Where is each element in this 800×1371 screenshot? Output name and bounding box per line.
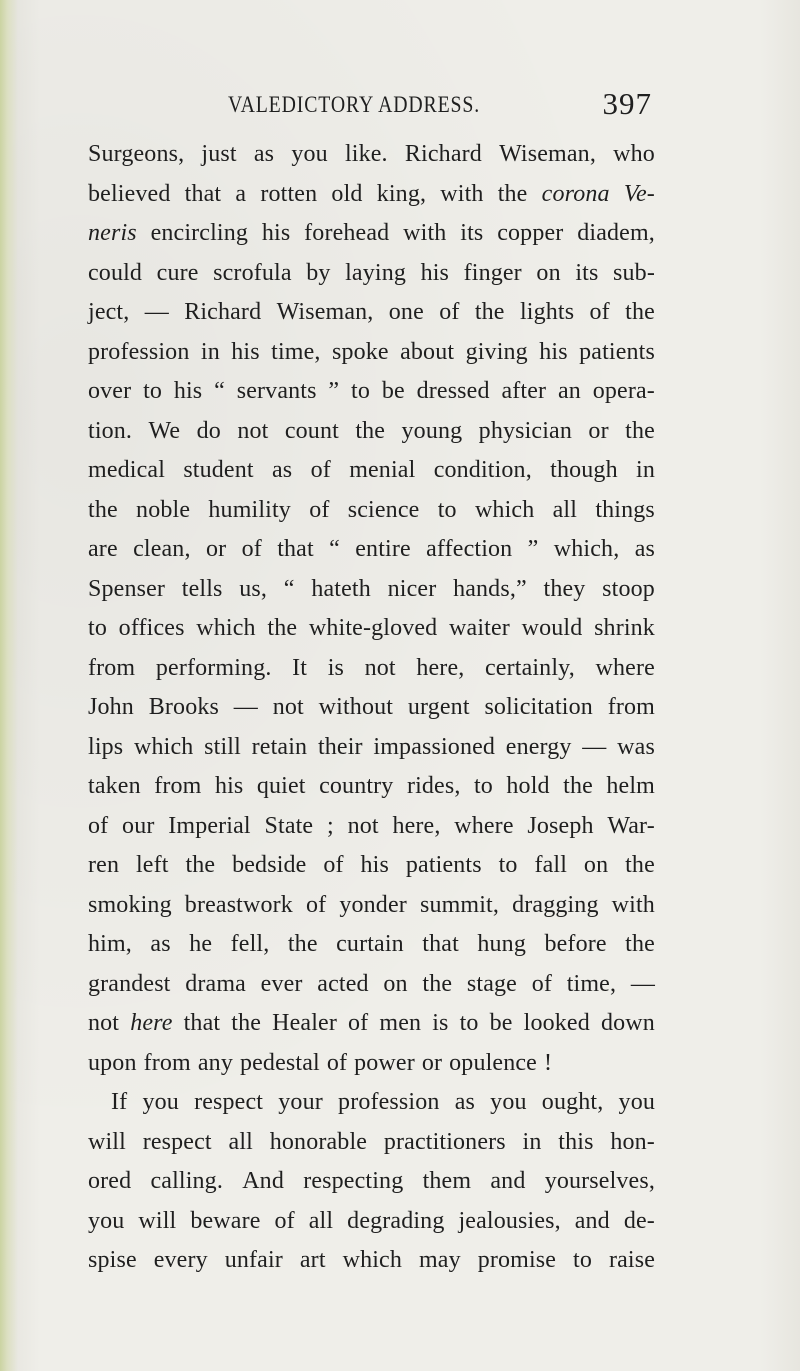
text-line: spise every unfair art which may promise to raise	[88, 1247, 655, 1273]
page-number: 397	[602, 86, 652, 121]
text-line: to offices which the white-gloved waiter would shrink	[88, 615, 655, 641]
text-line: upon from any pedestal of power or opulence !	[88, 1049, 553, 1076]
text-line: over to his “ servants ” to be dressed after an opera-	[88, 378, 655, 404]
text-line: taken from his quiet country rides, to hold the helm	[88, 773, 655, 799]
text-line: grandest drama ever acted on the stage of time, —	[88, 970, 655, 997]
text-line: Spenser tells us, “ hateth nicer hands,” they stoop	[88, 575, 655, 602]
text-line: tion. We do not count the young physician or the	[88, 417, 655, 444]
text-line: If you respect your profession as you ought, you	[111, 1089, 655, 1115]
text-line: ren left the bedside of his patients to fall on the	[88, 852, 655, 878]
text-line: will respect all honorable practitioners in this hon-	[88, 1128, 655, 1155]
text-line: him, as he fell, the curtain that hung before the	[88, 931, 655, 957]
text-line: John Brooks — not without urgent solicitation from	[88, 694, 655, 720]
text-line: could cure scrofula by laying his finger on its sub-	[88, 259, 655, 286]
text-line: believed that a rotten old king, with the corona Ve-	[88, 180, 655, 207]
text-line: smoking breastwork of yonder summit, dragging with	[88, 891, 655, 918]
page-edge	[0, 0, 18, 1371]
text-line: profession in his time, spoke about giving his patients	[88, 338, 655, 365]
running-head: VALEDICTORY ADDRESS.	[228, 92, 481, 117]
text-line: ject, — Richard Wiseman, one of the lights of the	[88, 299, 655, 325]
text-line: neris encircling his forehead with its copper diadem,	[88, 220, 655, 246]
text-line: lips which still retain their impassioned energy — was	[88, 733, 655, 760]
text-line: not here that the Healer of men is to be looked down	[88, 1010, 655, 1036]
text-line: are clean, or of that “ entire affection ” which, as	[88, 536, 655, 562]
text-line: ored calling. And respecting them and yourselves,	[88, 1168, 655, 1194]
page-header	[228, 86, 652, 126]
body-text	[88, 135, 655, 1281]
text-line: from performing. It is not here, certainly, where	[88, 654, 655, 681]
text-line: the noble humility of science to which all things	[88, 496, 655, 523]
text-line: you will beware of all degrading jealousies, and de-	[88, 1207, 655, 1234]
text-line: of our Imperial State ; not here, where Joseph War-	[88, 812, 655, 839]
text-line: Surgeons, just as you like. Richard Wiseman, who	[88, 141, 655, 167]
text-line: medical student as of menial condition, though in	[88, 457, 655, 483]
